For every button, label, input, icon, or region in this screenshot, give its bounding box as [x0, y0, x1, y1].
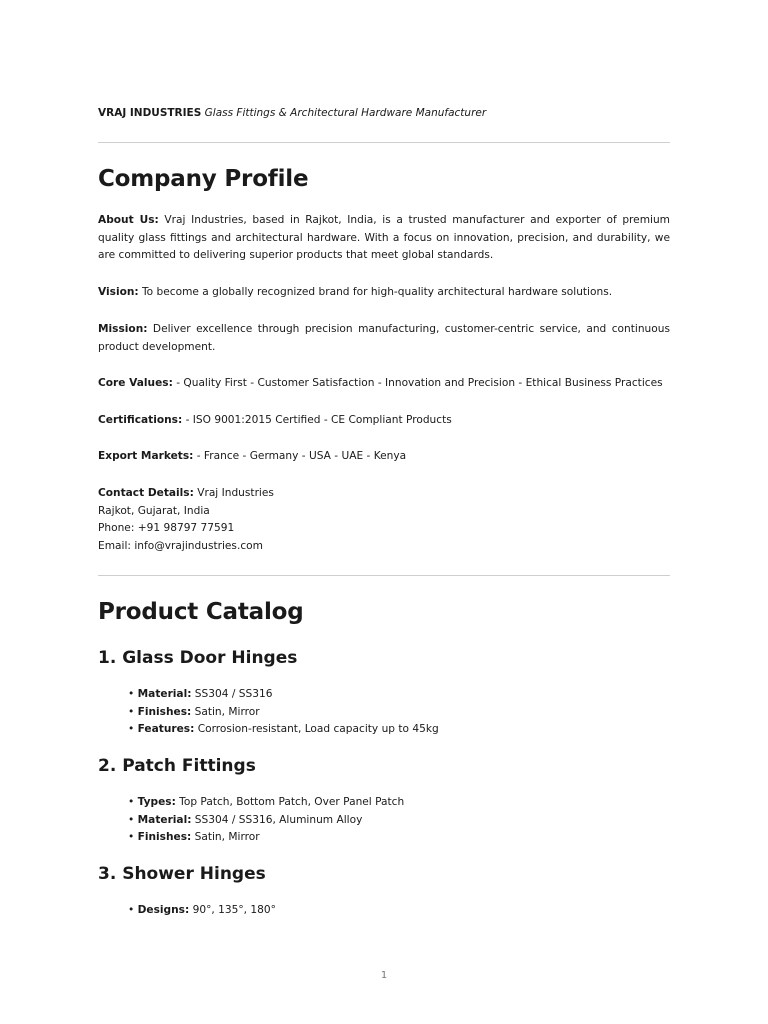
product-catalog-title: Product Catalog [98, 599, 304, 625]
spec-item: • Types: Top Patch, Bottom Patch, Over Panel Patch [128, 796, 405, 808]
spec-item: • Finishes: Satin, Mirror [128, 705, 260, 718]
header-divider [98, 142, 670, 143]
mission-paragraph [98, 321, 670, 356]
contact-email: Email: info@vrajindustries.com [98, 539, 263, 552]
core-values-paragraph [98, 375, 670, 393]
spec-item: • Material: SS304 / SS316, Aluminum Alloy [128, 813, 363, 826]
contact-name: Vraj Industries [193, 487, 274, 499]
core-values-label: Core Values: [98, 377, 173, 389]
contact-label: Contact Details: [98, 487, 194, 499]
spec-item: • Features: Corrosion-resistant, Load capacity up to 45kg [128, 723, 439, 736]
company-profile-title: Company Profile [98, 166, 309, 192]
mission-label: Mission: [98, 323, 148, 335]
vision-text: To become a globally recognized brand for high-quality architectural hardware solutions. [138, 286, 613, 298]
core-values-text: - Quality First - Customer Satisfaction - Innovation and Precision - Ethical Business Practices [172, 377, 663, 389]
contact-phone: Phone: +91 98797 77591 [98, 522, 235, 535]
spec-item: • Designs: 90°, 135°, 180° [128, 904, 276, 916]
mission-text: Deliver excellence through precision manufacturing, customer-centric service, and continuous product development. [98, 323, 670, 353]
contact-details [98, 485, 670, 555]
page-number: 1 [380, 970, 388, 981]
certifications-text: - ISO 9001:2015 Certified - CE Compliant Products [182, 414, 452, 426]
company-tagline: Glass Fittings & Architectural Hardware Manufacturer [204, 107, 487, 119]
spec-item: • Finishes: Satin, Mirror [128, 831, 260, 844]
export-markets-text: - France - Germany - USA - UAE - Kenya [193, 450, 407, 462]
vision-paragraph [98, 284, 670, 302]
contact-address: Rajkot, Gujarat, India [98, 504, 210, 517]
export-markets-paragraph [98, 448, 670, 466]
product-heading: 3. Shower Hinges [98, 864, 266, 884]
company-name: VRAJ INDUSTRIES [98, 107, 202, 119]
document-header [98, 107, 486, 119]
export-markets-label: Export Markets: [98, 450, 194, 462]
product-heading: 2. Patch Fittings [98, 756, 256, 776]
about-us-label: About Us: [98, 214, 159, 226]
about-us-text: Vraj Industries, based in Rajkot, India, is a trusted manufacturer and exporter of premium quality glass fittings and architectural hardware. With a focus on innovation, precision, and durability, we are committed to delivering superior products that meet global standards. [98, 214, 670, 262]
certifications-paragraph [98, 412, 670, 430]
section-divider [98, 575, 670, 576]
certifications-label: Certifications: [98, 414, 183, 426]
product-spec-list [128, 902, 276, 920]
product-spec-list [128, 794, 404, 847]
about-us-paragraph [98, 212, 670, 265]
spec-item: • Material: SS304 / SS316 [128, 688, 273, 700]
product-spec-list [128, 686, 439, 739]
vision-label: Vision: [98, 286, 139, 298]
product-heading: 1. Glass Door Hinges [98, 648, 298, 668]
